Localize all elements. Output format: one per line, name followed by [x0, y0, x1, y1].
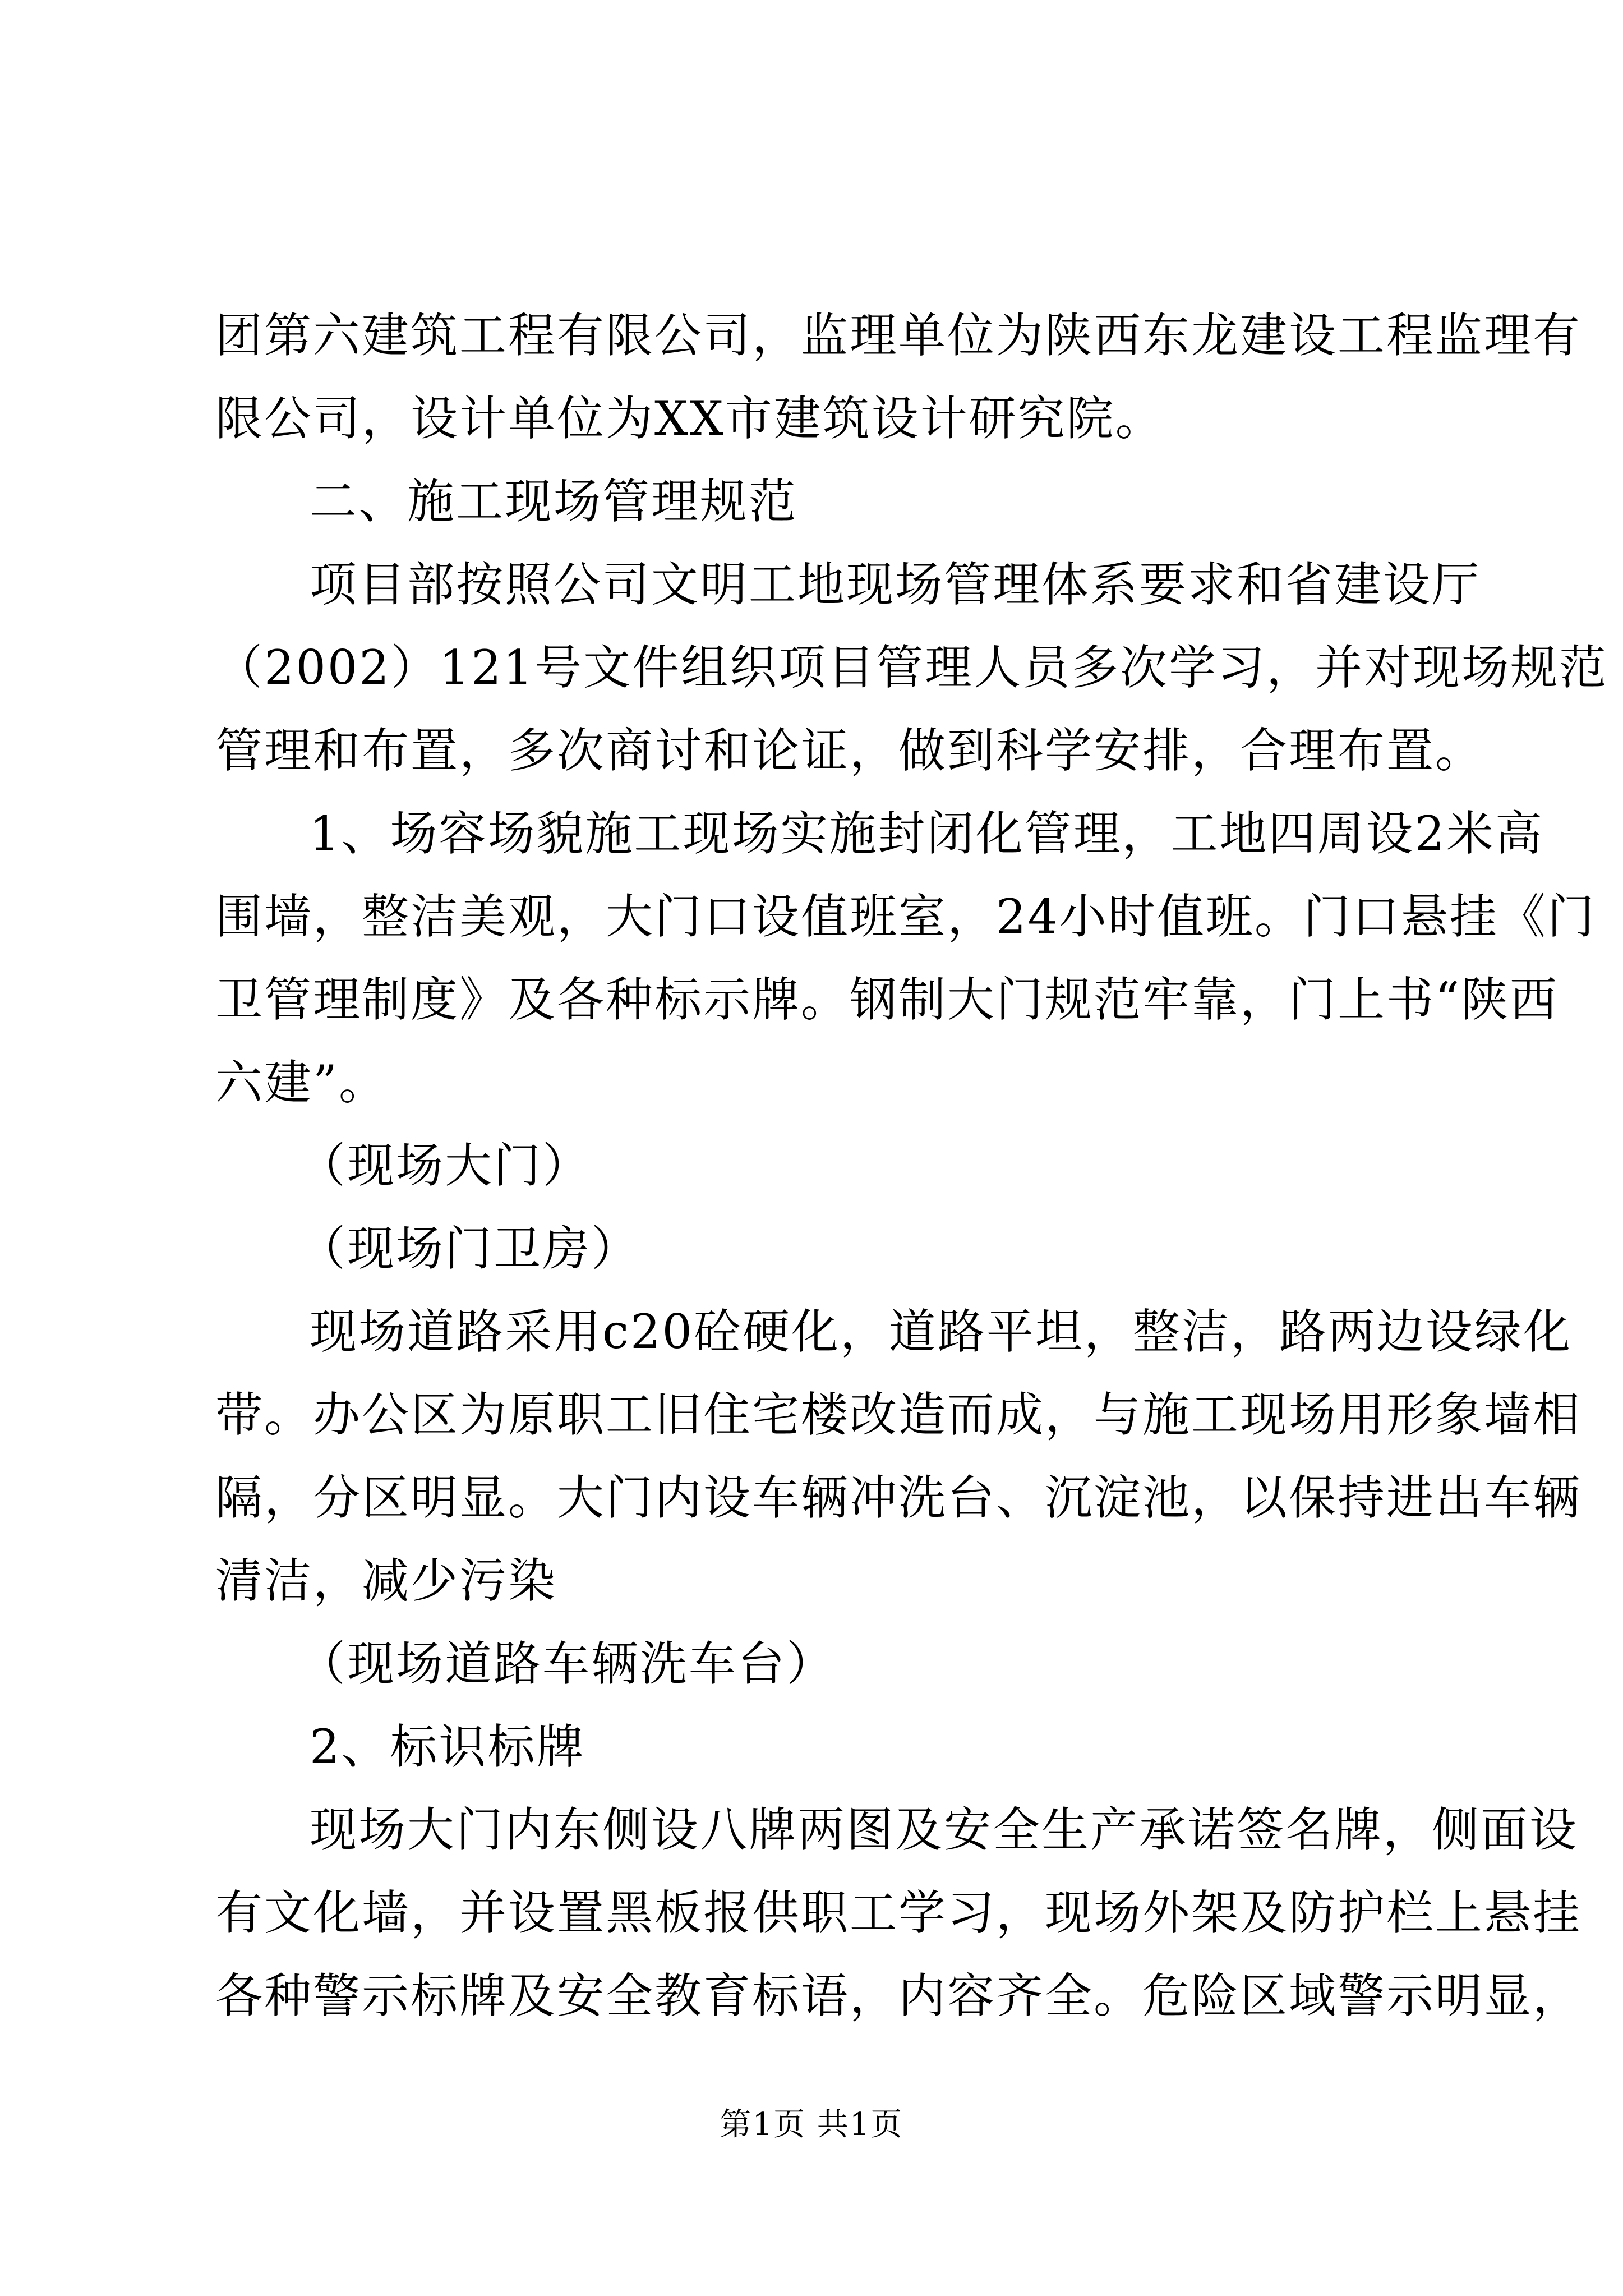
- text-line: 围墙，整洁美观，大门口设值班室，24小时值班。门口悬挂《门: [215, 889, 1596, 944]
- text-line: 1、场容场貌施工现场实施封闭化管理，工地四周设2米高: [310, 806, 1544, 861]
- text-line: 清洁，减少污染: [215, 1553, 557, 1608]
- text-line: 团第六建筑工程有限公司，监理单位为陕西东龙建设工程监理有: [215, 308, 1582, 363]
- image-caption: （现场门卫房）: [298, 1221, 640, 1276]
- text-line: 现场道路采用c20砼硬化，道路平坦，整洁，路两边设绿化: [310, 1304, 1572, 1359]
- text-line: 现场大门内东侧设八牌两图及安全生产承诺签名牌，侧面设: [310, 1802, 1579, 1857]
- text-line: 带。办公区为原职工旧住宅楼改造而成，与施工现场用形象墙相: [215, 1387, 1582, 1442]
- image-caption: （现场道路车辆洗车台）: [298, 1636, 836, 1691]
- image-caption: （现场大门）: [298, 1138, 592, 1193]
- text-line: 有文化墙，并设置黑板报供职工学习，现场外架及防护栏上悬挂: [215, 1885, 1582, 1940]
- text-line: 项目部按照公司文明工地现场管理体系要求和省建设厅: [310, 557, 1481, 612]
- text-line: 隔，分区明显。大门内设车辆冲洗台、沉淀池，以保持进出车辆: [215, 1470, 1582, 1525]
- section-heading: 2、标识标牌: [310, 1719, 585, 1774]
- section-heading: 二、施工现场管理规范: [310, 474, 798, 529]
- text-line: 限公司，设计单位为XX市建筑设计研究院。: [215, 391, 1164, 446]
- text-line: 卫管理制度》及各种标示牌。钢制大门规范牢靠，门上书“陕西: [215, 972, 1559, 1027]
- text-line: 六建”。: [215, 1055, 388, 1110]
- document-body: [215, 294, 1608, 2037]
- text-line: 管理和布置，多次商讨和论证，做到科学安排，合理布置。: [215, 723, 1484, 778]
- page-footer: 第1页 共1页: [720, 2106, 903, 2143]
- text-line: （2002）121号文件组织项目管理人员多次学习，并对现场规范: [215, 640, 1608, 695]
- text-line: 各种警示标牌及安全教育标语，内容齐全。危险区域警示明显，: [215, 1968, 1582, 2023]
